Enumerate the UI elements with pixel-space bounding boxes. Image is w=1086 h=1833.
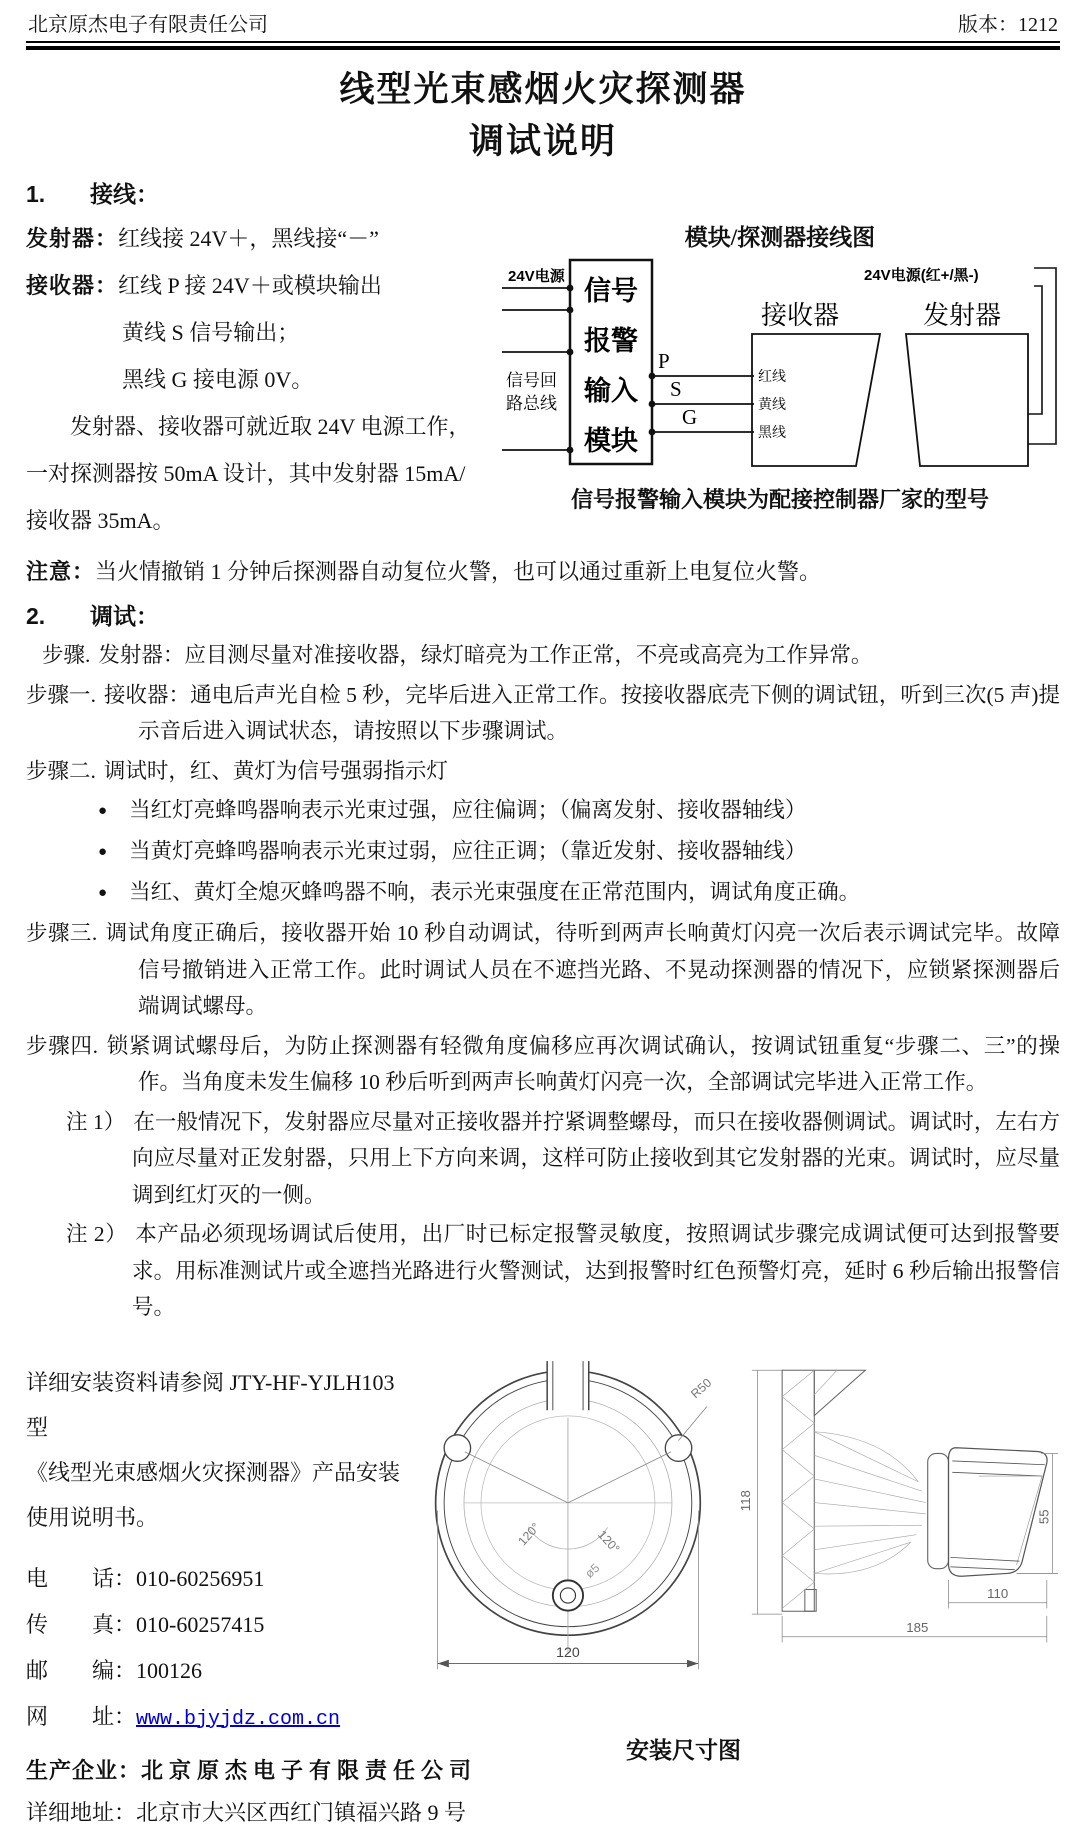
bullet-2: [26, 874, 1060, 912]
fax-value: 010-60257415: [136, 1611, 265, 1637]
wiring-section: [26, 215, 1060, 544]
dim-bracket-height: 118: [737, 1489, 753, 1511]
phone-value: 010-60256951: [136, 1565, 265, 1591]
address-label: 详细地址：: [26, 1799, 137, 1825]
header-rule: [26, 41, 1060, 50]
wiring-diagram-column: [482, 215, 1060, 544]
page-header: [26, 6, 1060, 41]
receiver-shape-label: 接收器: [760, 301, 840, 330]
module-line3: 输入: [584, 376, 638, 406]
transmitter-shape-label: 发射器: [922, 301, 1002, 330]
zip-label: 邮 编：: [26, 1657, 137, 1683]
step-4-text: 锁紧调试螺母后，为防止探测器有轻微角度偏移应再次调试确认，按调试钮重复“步骤二、三”的操作。当角度未发生偏移 10 秒后听到两声长响黄灯闪亮一次，全部调试完毕进入正常工作。: [106, 1033, 1060, 1094]
note-1-text: 在一般情况下，发射器应尽量对正接收器并拧紧调整螺母，而只在接收器侧调试。调试时，左右方向应尽量对正发射器，只用上下方向来调，这样可防止接收到其它发射器的光束。调试时，应尽量调到红灯灭的一侧。: [132, 1109, 1060, 1207]
website-link[interactable]: www.bjyjdz.com.cn: [136, 1707, 341, 1731]
step-2: [26, 753, 1060, 790]
wire-yellow: 黄线: [758, 396, 786, 412]
section1-heading: [26, 176, 1060, 209]
bullet-1-marker: ●: [98, 844, 108, 860]
step-0-text: 发射器：应目测尽量对准接收器，绿灯暗亮为工作正常，不亮或高亮为工作异常。: [98, 643, 873, 667]
zip-row: [26, 1648, 412, 1694]
fax-row: [26, 1602, 412, 1648]
receiver-line1: 红线 P 接 24V＋或模块输出: [118, 273, 382, 298]
producer-row: [26, 1749, 1060, 1793]
dim-total-width: 185: [906, 1619, 929, 1635]
step-1-text: 接收器：通电后声光自检 5 秒，完毕后进入正常工作。按接收器底壳下侧的调试钮，听到三次(5 声)提示音后进入调试状态，请按照以下步骤调试。: [103, 682, 1060, 743]
transmitter-row: [26, 215, 482, 262]
receiver-label: 接收器：: [26, 273, 119, 298]
step-0: [26, 637, 1060, 674]
transmitter-power-label: 24V电源(红+/黑-): [864, 267, 979, 284]
bullet-1: [26, 833, 1060, 871]
section2-heading-text: 调试：: [90, 604, 159, 629]
phone-label: 电 话：: [26, 1565, 137, 1591]
website-row: [26, 1694, 412, 1743]
wiring-text-column: [26, 215, 482, 544]
dim-angle-2: 120°: [594, 1527, 623, 1556]
bullet-2-marker: ●: [98, 885, 108, 901]
step-3: [26, 915, 1060, 1025]
contact-block: [26, 1556, 412, 1743]
step-4-label: 步骤四.: [26, 1033, 99, 1058]
doc-title: [26, 64, 1060, 168]
header-company: 北京原杰电子有限责任公司: [28, 14, 268, 36]
manual-ref-line2: 《线型光束感烟火灾探测器》产品安装: [26, 1459, 401, 1485]
dim-body-width: 110: [987, 1585, 1009, 1601]
notice-label: 注意：: [26, 559, 96, 584]
transmitter-label: 发射器：: [26, 226, 119, 251]
header-version: 版本：1212: [958, 14, 1058, 36]
wire-red: 红线: [758, 368, 786, 384]
step-2-text: 调试时，红、黄灯为信号强弱指示灯: [103, 758, 448, 783]
notice-text: 当火情撤销 1 分钟后探测器自动复位火警，也可以通过重新上电复位火警。: [95, 559, 822, 584]
dim-body-height: 55: [1036, 1508, 1052, 1524]
step-1-label: 步骤一.: [26, 682, 96, 707]
receiver-line2: 黄线 S 信号输出；: [122, 320, 300, 345]
section1-number: 1.: [26, 181, 46, 207]
bullet-2-text: 当红、黄灯全熄灭蜂鸣器不响，表示光束强度在正常范围内，调试角度正确。: [129, 880, 861, 904]
dim-angle-1: 120°: [514, 1519, 543, 1548]
bullet-0-marker: ●: [98, 803, 108, 819]
module-line2: 报警: [584, 326, 638, 356]
label-signal-loop-1: 信号回: [506, 371, 557, 390]
note-1-label: 注 1）: [66, 1109, 126, 1134]
bullet-1-text: 当黄灯亮蜂鸣器响表示光束过弱，应往正调；（靠近发射、接收器轴线）: [129, 839, 807, 863]
step-2-label: 步骤二.: [26, 758, 96, 783]
producer-label: 生产企业：: [26, 1757, 142, 1783]
wiring-diagram-caption: 信号报警输入模块为配接控制器厂家的型号: [570, 487, 989, 512]
note-2-label: 注 2）: [66, 1222, 128, 1246]
bullet-0: [26, 792, 1060, 830]
label-24v-power: 24V电源: [508, 268, 565, 285]
fax-label: 传 真：: [26, 1611, 137, 1637]
step-4: [26, 1028, 1060, 1101]
step-3-label: 步骤三.: [26, 921, 98, 945]
install-diagram-caption: 安装尺寸图: [626, 1737, 741, 1763]
footer: [26, 1749, 1060, 1833]
zip-value: 100126: [136, 1657, 203, 1683]
website-label: 网 址：: [26, 1703, 137, 1729]
step-0-label: 步骤.: [42, 643, 91, 667]
module-line4: 模块: [584, 426, 638, 456]
section1-heading-text: 接线：: [90, 182, 159, 207]
producer-value: 北京原杰电子有限责任公司: [141, 1757, 478, 1783]
section2-number: 2.: [26, 603, 46, 629]
notice-row: [26, 554, 1060, 590]
note-2-text: 本产品必须现场调试后使用，出厂时已标定报警灵敏度，按照调试步骤完成调试便可达到报警要求。用标准测试片或全遮挡光路进行火警测试，达到报警时红色预警灯亮，延时 6 秒后输出报警信号。: [132, 1222, 1060, 1319]
transmitter-text: 红线接 24V＋，黑线接“－”: [118, 226, 379, 251]
receiver-row: [26, 262, 482, 309]
steps-list: [26, 637, 1060, 1326]
manual-reference: [26, 1332, 412, 1743]
dim-radius: R50: [687, 1375, 714, 1401]
terminal-s: S: [670, 377, 682, 401]
dim-front-width: 120: [555, 1644, 580, 1661]
doc-title-line1: 线型光束感烟火灾探测器: [339, 70, 747, 109]
address-value: 北京市大兴区西红门镇福兴路 9 号: [136, 1799, 467, 1825]
power-note: 发射器、接收器可就近取 24V 电源工作，一对探测器按 50mA 设计，其中发射器 15mA/接收器 35mA。: [26, 414, 471, 533]
terminal-p: P: [658, 349, 670, 373]
label-signal-loop-2: 路总线: [506, 394, 557, 413]
doc-title-line2: 调试说明: [468, 122, 617, 161]
module-line1: 信号: [584, 276, 638, 306]
dim-hole: ø5: [581, 1560, 602, 1581]
note-1: [36, 1104, 1060, 1214]
bullet-0-text: 当红灯亮蜂鸣器响表示光束过强，应往偏调；（偏离发射、接收器轴线）: [129, 798, 807, 822]
manual-ref-line3: 使用说明书。: [26, 1504, 159, 1530]
wiring-diagram-title: 模块/探测器接线图: [684, 225, 876, 250]
phone-row: [26, 1556, 412, 1602]
receiver-line3: 黑线 G 接电源 0V。: [122, 367, 314, 392]
wiring-diagram: [500, 254, 1060, 476]
side-view-drawing: [733, 1332, 1060, 1692]
note-2: [36, 1216, 1060, 1326]
section2-heading: [26, 598, 1060, 631]
address-row: [26, 1793, 1060, 1833]
front-view-drawing: [412, 1332, 733, 1704]
terminal-g: G: [682, 405, 698, 429]
manual-ref-line1: 详细安装资料请参阅 JTY-HF-YJLH103 型: [26, 1369, 395, 1440]
bottom-section: [26, 1332, 1060, 1763]
wire-black: 黑线: [758, 424, 786, 440]
step-1: [26, 677, 1060, 750]
step-3-text: 调试角度正确后，接收器开始 10 秒自动调试，待听到两声长响黄灯闪亮一次后表示调试完毕。故障信号撤销进入正常工作。此时调试人员在不遮挡光路、不晃动探测器的情况下，应锁紧探测器后端调试螺母。: [105, 921, 1060, 1018]
